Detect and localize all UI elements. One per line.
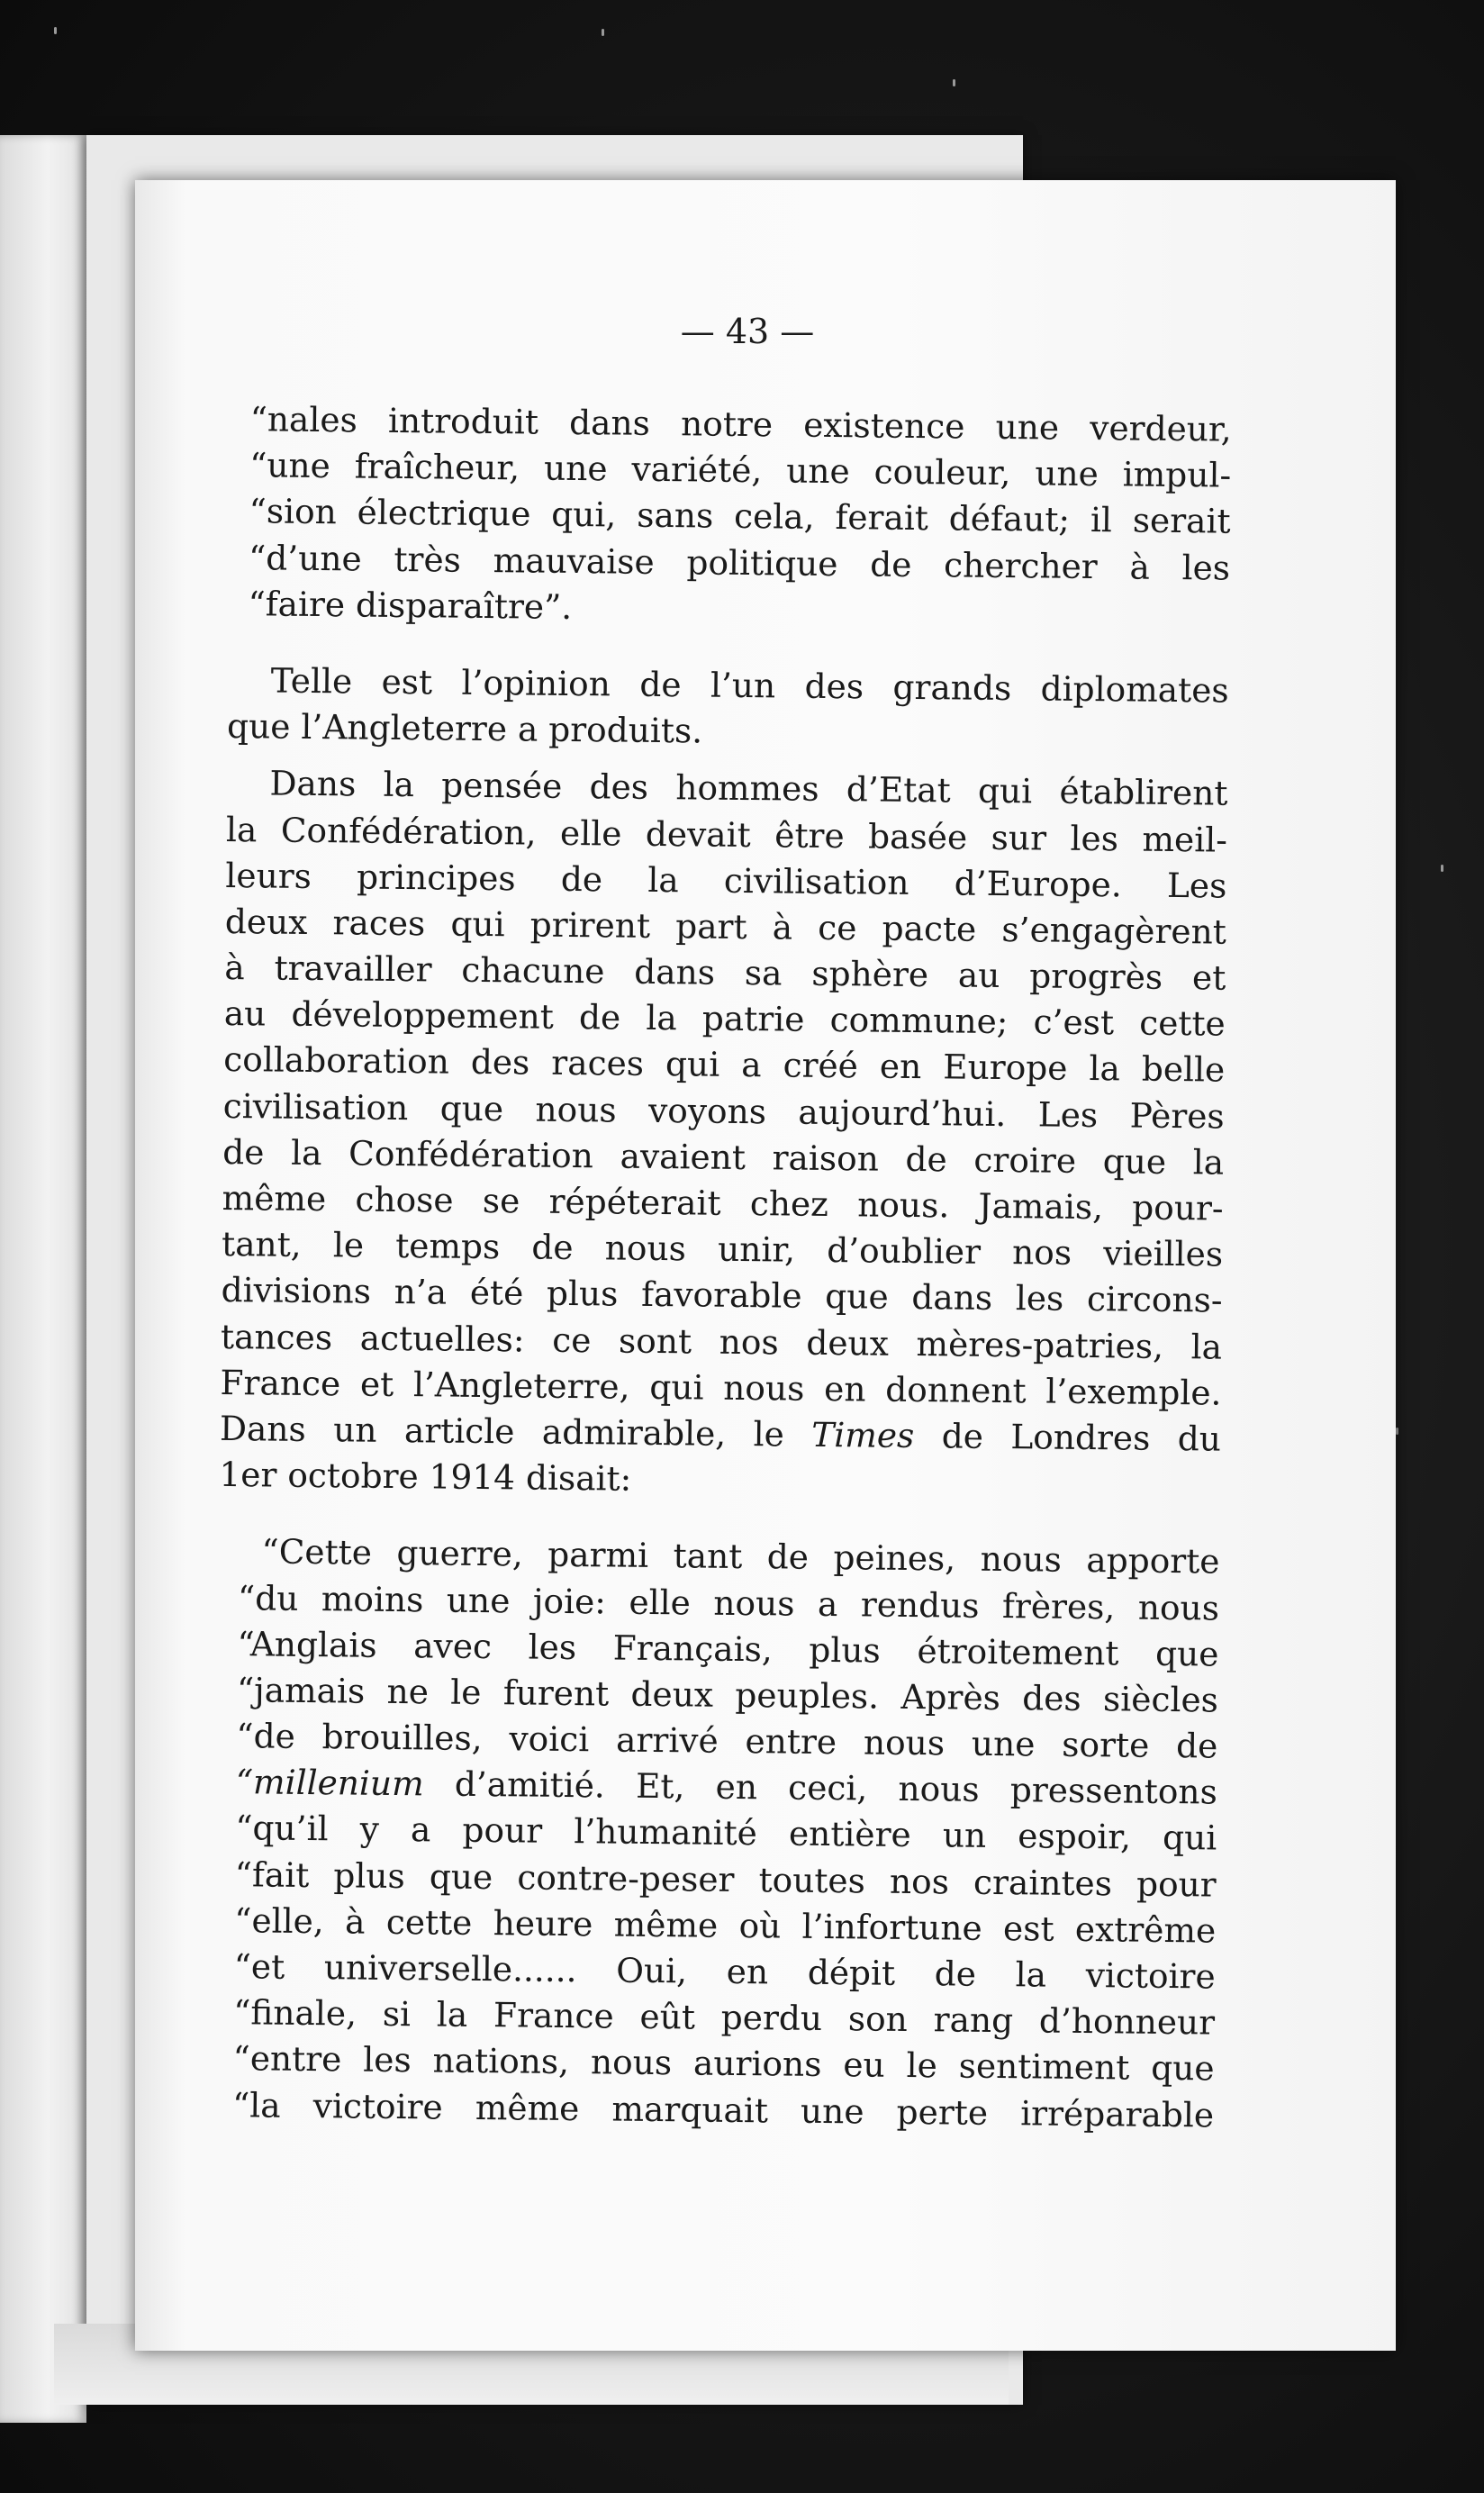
text-line: “jamais ne le furent deux peuples. Après des siècles bbox=[236, 1670, 1219, 1720]
text-line: “et universelle...... Oui, en dépit de la victoire bbox=[233, 1946, 1216, 1997]
text-line: “de brouilles, voici arrivé entre nous une sorte de bbox=[236, 1716, 1218, 1766]
text-line: “fait plus que contre-peser toutes nos craintes pour bbox=[234, 1854, 1217, 1905]
text-line: “du moins une joie: elle nous a rendus frères, nous bbox=[237, 1577, 1220, 1628]
text-line: “qu’il y a pour l’humanité entière un espoir, qui bbox=[235, 1808, 1217, 1858]
text-segment: d’amitié. Et, en ceci, nous pressentons bbox=[454, 1763, 1218, 1812]
text-line: collaboration des races qui a créé en Europe la belle bbox=[223, 1039, 1226, 1091]
text-line: Dans la pensée des hommes d’Etat qui établirent bbox=[269, 763, 1228, 813]
text-line: de la Confédération avaient raison de croire que la bbox=[222, 1131, 1225, 1183]
previous-page-edge bbox=[0, 135, 86, 2423]
page-text bbox=[213, 396, 1232, 2138]
text-line: “finale, si la France eût perdu son rang d’honneur bbox=[232, 1992, 1216, 2043]
text-line: France et l’Angleterre, qui nous en donnent l’exemple. bbox=[220, 1362, 1222, 1413]
text-line: “sion électrique qui, sans cela, ferait défaut; il serait bbox=[249, 491, 1231, 542]
text-segment: de Londres du bbox=[941, 1416, 1222, 1459]
text-line: “nales introduit dans notre existence une verdeur, bbox=[249, 399, 1232, 449]
italic-title: Times bbox=[811, 1414, 915, 1455]
text-line: Telle est l’opinion de l’un des grands diplomates bbox=[270, 660, 1229, 711]
text-segment: Dans un article admirable, le bbox=[219, 1408, 785, 1455]
dust-speck bbox=[1441, 865, 1443, 872]
text-line: “la victoire même marquait une perte irréparable bbox=[231, 2084, 1215, 2135]
text-line: que l’Angleterre a produits. bbox=[226, 706, 703, 751]
paragraph-1 bbox=[228, 396, 1232, 638]
text-line: “Cette guerre, parmi tant de peines, nous apporte bbox=[261, 1531, 1220, 1582]
page-number: — 43 — bbox=[680, 312, 815, 351]
text-line: “une fraîcheur, une variété, une couleur, une impul- bbox=[249, 445, 1232, 495]
text-line: même chose se répéterait chez nous. Jamais, pour- bbox=[222, 1177, 1224, 1228]
text-line: deux races qui prirent part à ce pacte s’engagèrent bbox=[224, 901, 1227, 952]
text-line: civilisation que nous voyons aujourd’hui. Les Pères bbox=[222, 1085, 1225, 1137]
text-line: divisions n’a été plus favorable que dans les circons- bbox=[221, 1270, 1223, 1320]
text-line: à travailler chacune dans sa sphère au progrès et bbox=[224, 947, 1226, 998]
text-line: tances actuelles: ce sont nos deux mères-patries, la bbox=[220, 1316, 1223, 1367]
italic-word: “millenium bbox=[235, 1762, 424, 1804]
text-line: leurs principes de la civilisation d’Europe. Les bbox=[225, 855, 1227, 906]
paragraph-3 bbox=[219, 760, 1228, 1509]
text-line: la Confédération, elle devait être basée sur les meil- bbox=[225, 809, 1228, 860]
text-line: 1er octobre 1914 disait: bbox=[219, 1455, 632, 1499]
text-line: “entre les nations, nous aurions eu le sentiment que bbox=[232, 2038, 1215, 2089]
text-line: au développement de la patrie commune; c’est cette bbox=[223, 993, 1226, 1044]
text-line: “faire disparaître”. bbox=[248, 583, 573, 627]
text-line: “d’une très mauvaise politique de chercher à les bbox=[248, 537, 1231, 588]
dust-speck bbox=[54, 27, 57, 34]
paragraph-2 bbox=[227, 657, 1229, 760]
paragraph-4 bbox=[213, 1528, 1220, 2138]
text-line: tant, le temps de nous unir, d’oublier nos vieilles bbox=[221, 1224, 1224, 1274]
dust-speck bbox=[953, 79, 955, 86]
text-line: “Anglais avec les Français, plus étroitement que bbox=[237, 1623, 1219, 1674]
dust-speck bbox=[602, 29, 604, 36]
dust-speck bbox=[1396, 1428, 1398, 1435]
text-line: “elle, à cette heure même où l’infortune est extrême bbox=[234, 1899, 1217, 1951]
